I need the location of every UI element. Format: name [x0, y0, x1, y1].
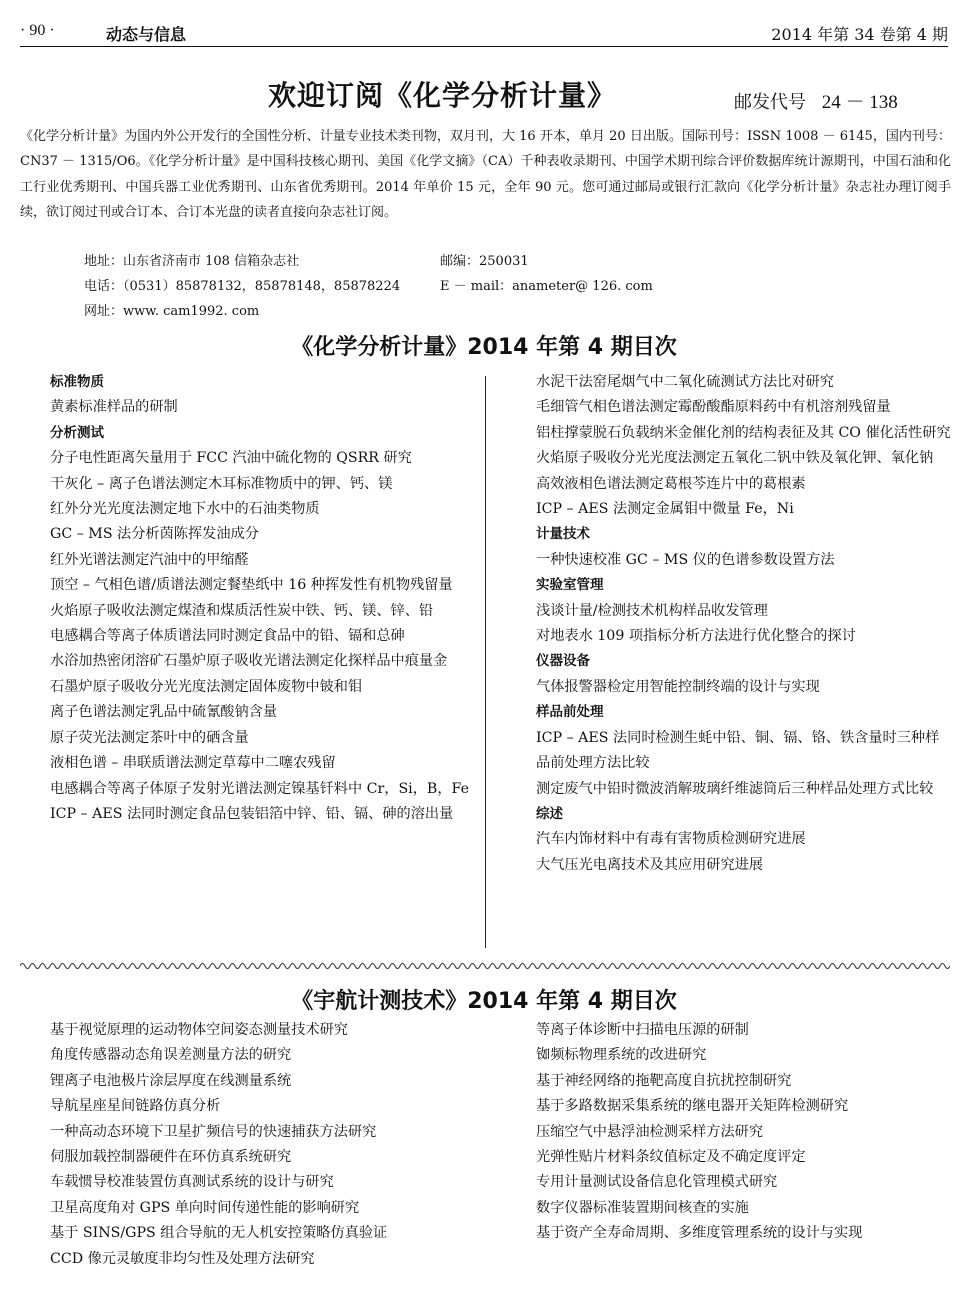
toc2-right-column	[536, 1018, 952, 1247]
toc-category: 计量技术	[536, 526, 590, 543]
toc-entry: 红外光谱法测定汽油中的甲缩醛	[50, 551, 249, 568]
subscribe-title: 欢迎订阅《化学分析计量》	[268, 79, 617, 112]
toc-entry: 车载惯导校准装置仿真测试系统的设计与研究	[50, 1174, 334, 1191]
postal-label: 邮发代号	[734, 92, 806, 113]
toc-entry: 毛细管气相色谱法测定霉酚酸酯原料药中有机溶剂残留量	[536, 399, 891, 416]
toc2-title: 《宇航计测技术》2014 年第 4 期目次	[291, 989, 677, 1014]
toc-entry: 数字仪器标准装置期间核查的实施	[536, 1199, 749, 1216]
toc-entry: 大气压光电离技术及其应用研究进展	[536, 856, 764, 873]
toc-entry: 卫星高度角对 GPS 单向时间传递性能的影响研究	[50, 1199, 360, 1216]
contact-phone: 电话：（0531）85878132，85878148，85878224	[84, 279, 401, 294]
running-header	[20, 18, 948, 47]
toc-entry: 测定废气中铅时微波消解玻璃纤维滤筒后三种样品处理方式比较	[536, 780, 934, 797]
toc-entry: 基于多路数据采集系统的继电器开关矩阵检测研究	[536, 1098, 849, 1115]
toc-entry: 水泥干法窑尾烟气中二氧化硫测试方法比对研究	[536, 374, 834, 390]
postal-number: 24 － 138	[821, 92, 898, 113]
toc-entry: 石墨炉原子吸收分光光度法测定固体废物中铍和钼	[50, 678, 363, 695]
toc-entry: 一种快速校准 GC – MS 仪的色谱参数设置方法	[536, 551, 835, 568]
contact-address: 地址：山东省济南市 108 信箱杂志社	[84, 254, 300, 269]
toc-entry: 基于 SINS/GPS 组合导航的无人机安控策略仿真验证	[50, 1225, 388, 1242]
toc-entry: 锂离子电池极片涂层厚度在线测量系统	[50, 1072, 292, 1089]
toc-entry: 汽车内饰材料中有毒有害物质检测研究进展	[536, 831, 806, 848]
toc-entry: 基于视觉原理的运动物体空间姿态测量技术研究	[50, 1022, 348, 1038]
page-number: · 90 ·	[20, 22, 55, 39]
subscribe-intro: 《化学分析计量》为国内外公开发行的全国性分析、计量专业技术类刊物，双月刊，大 16 开本，单月 20 日出版。国际刊号：ISSN 1008 － 6145，国内刊号：CN37 － 1315/O6。《化学分析计量》是中国科技核心期刊、美国《化学文摘》（CA）千种表收录期刊、中国学术期刊综合评价数据库统计源期刊，中国石油和化工行业优秀期刊、中国兵器工业优秀期刊、山东省优秀期刊。2014 年单价 15 元，全年 90 元。您可通过邮局或银行汇款向《化学分析计量》杂志社办理订阅手续，欲订阅过刊或合订本、合订本光盘的读者直接向杂志社订阅。	[20, 129, 951, 221]
issue-info: 2014 年第 34 卷第 4 期	[771, 25, 948, 44]
toc1-right-column	[536, 370, 952, 878]
toc-category: 实验室管理	[536, 577, 604, 594]
toc-entry: 专用计量测试设备信息化管理模式研究	[536, 1174, 778, 1191]
toc-entry: 浅谈计量/检测技术机构样品收发管理	[536, 602, 768, 619]
toc-entry: 角度传感器动态角误差测量方法的研究	[50, 1047, 292, 1064]
toc-entry: 离子色谱法测定乳品中硫氰酸钠含量	[50, 704, 278, 721]
toc-entry: 气体报警器检定用智能控制终端的设计与实现	[536, 678, 820, 695]
toc-entry: ICP – AES 法测定金属钼中微量 Fe，Ni	[536, 501, 794, 518]
toc-entry: 等离子体诊断中扫描电压源的研制	[536, 1022, 749, 1038]
toc-entry: GC – MS 法分析茵陈挥发油成分	[50, 526, 259, 543]
toc-entry: 水浴加热密闭溶矿石墨炉原子吸收光谱法测定化探样品中痕量金	[50, 653, 448, 670]
toc-category: 综述	[536, 805, 563, 822]
toc-category: 分析测试	[50, 424, 104, 441]
toc-entry: 铷频标物理系统的改进研究	[536, 1047, 707, 1064]
toc-entry: 顶空 – 气相色谱/质谱法测定餐垫纸中 16 种挥发性有机物残留量	[50, 577, 453, 594]
toc-entry: 导航星座星间链路仿真分析	[50, 1098, 221, 1115]
toc-entry: 电感耦合等离子体原子发射光谱法测定镍基钎料中 Cr，Si，B，Fe	[50, 780, 469, 797]
toc-entry: ICP – AES 法同时检测生蚝中铅、铜、镉、铬、铁含量时三种样品前处理方法比较	[536, 729, 940, 772]
toc-entry: 一种高动态环境下卫星扩频信号的快速捕获方法研究	[50, 1123, 377, 1140]
toc-entry: 电感耦合等离子体质谱法同时测定食品中的铅、镉和总砷	[50, 628, 405, 645]
toc-entry: 干灰化 – 离子色谱法测定木耳标准物质中的钾、钙、镁	[50, 475, 393, 492]
toc-entry: ICP – AES 法同时测定食品包装铝箔中锌、铅、镉、砷的溶出量	[50, 805, 454, 822]
toc1-left-column	[50, 370, 470, 827]
toc-entry: 液相色谱 – 串联质谱法测定草莓中二噻农残留	[50, 755, 336, 772]
toc-entry: 火焰原子吸收分光光度法测定五氧化二钒中铁及氧化钾、氧化钠	[536, 450, 934, 467]
toc-entry: 基于资产全寿命周期、多维度管理系统的设计与实现	[536, 1225, 863, 1242]
toc-entry: 黄素标准样品的研制	[50, 399, 178, 416]
toc-entry: 分子电性距离矢量用于 FCC 汽油中硫化物的 QSRR 研究	[50, 450, 412, 467]
toc-entry: 对地表水 109 项指标分析方法进行优化整合的探讨	[536, 628, 856, 645]
postal-code	[734, 87, 898, 114]
contact-email: E － mail：anameter@ 126. com	[440, 279, 653, 294]
toc-category: 样品前处理	[536, 704, 604, 721]
toc-entry: 压缩空气中悬浮油检测采样方法研究	[536, 1123, 764, 1140]
toc-entry: CCD 像元灵敏度非均匀性及处理方法研究	[50, 1250, 315, 1267]
toc-entry: 基于神经网络的拖靶高度自抗扰控制研究	[536, 1072, 792, 1089]
toc-entry: 伺服加载控制器硬件在环仿真系统研究	[50, 1149, 292, 1166]
wavy-divider	[20, 960, 950, 972]
toc-entry: 红外分光光度法测定地下水中的石油类物质	[50, 501, 320, 518]
toc-category: 仪器设备	[536, 653, 590, 670]
section-name: 动态与信息	[106, 25, 187, 44]
contact-zipcode: 邮编：250031	[440, 254, 529, 269]
toc-entry: 火焰原子吸收法测定煤渣和煤质活性炭中铁、钙、镁、锌、铅	[50, 602, 434, 619]
toc2-left-column	[50, 1018, 470, 1272]
contact-website: 网址：www. cam1992. com	[84, 304, 260, 319]
toc-entry: 高效液相色谱法测定葛根芩连片中的葛根素	[536, 475, 806, 492]
toc1-title: 《化学分析计量》2014 年第 4 期目次	[291, 335, 677, 360]
toc-entry: 铝柱撑蒙脱石负载纳米金催化剂的结构表征及其 CO 催化活性研究	[536, 424, 951, 441]
column-divider	[485, 376, 486, 948]
toc-entry: 原子荧光法测定茶叶中的硒含量	[50, 729, 249, 746]
toc-category: 标准物质	[50, 374, 104, 390]
toc-entry: 光弹性贴片材料条纹值标定及不确定度评定	[536, 1149, 806, 1166]
